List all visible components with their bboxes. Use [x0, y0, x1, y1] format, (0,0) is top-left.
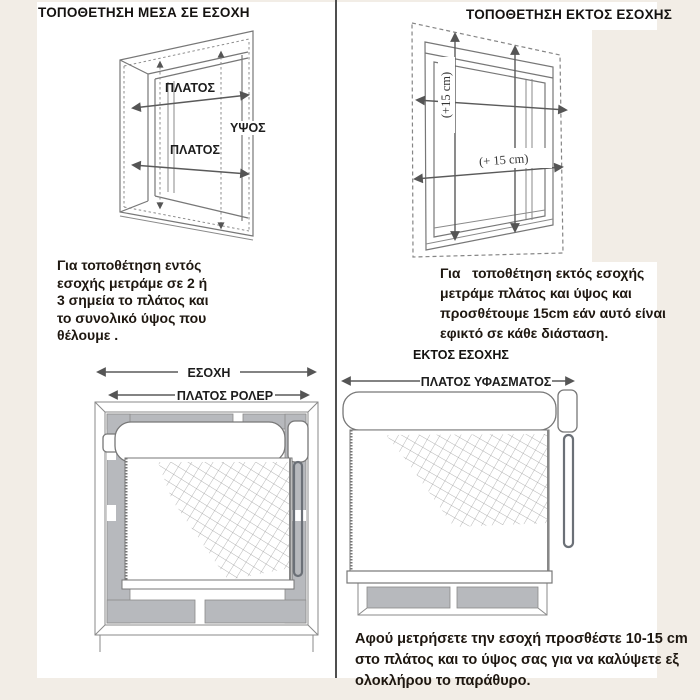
right-bracket	[558, 390, 577, 432]
width-bottom-label: ΠΛΑΤΟΣ	[170, 143, 220, 157]
roller-tube	[115, 422, 285, 462]
width-arrow-top	[133, 95, 248, 108]
subtitle-outside-recess: ΕΚΤΟΣ ΕΣΟΧΗΣ	[413, 348, 509, 362]
caption-line: θέλουμε .	[57, 327, 119, 343]
outside-recess-caption	[440, 263, 666, 343]
recess-notch-2	[107, 505, 116, 521]
inside-recess-caption	[57, 257, 209, 345]
caption-line: μετράμε πλάτος και ύψος και	[440, 285, 632, 301]
window-jamb-lines	[120, 52, 248, 221]
recess-label: ΕΣΟΧΗ	[187, 366, 231, 380]
width-top-label: ΠΛΑΤΟΣ	[165, 81, 215, 95]
fabric-width-label: ΠΛΑΤΟΣ ΥΦΑΣΜΑΤΟΣ	[420, 375, 552, 389]
caption-line: ολοκλήρου το παράθυρο.	[355, 673, 531, 689]
caption-line: 3 σημεία το πλάτος και	[57, 292, 209, 308]
caption-line: Για τοποθέτηση εκτός εσοχής	[440, 265, 645, 281]
pull-chain	[564, 435, 573, 547]
recess-left-block	[367, 587, 450, 608]
outside-recess-window-diagram	[340, 22, 600, 265]
inside-recess-window-diagram	[37, 22, 336, 260]
recess-right-block	[457, 587, 538, 608]
plus-height-label: (+15 cm)	[439, 71, 453, 119]
width-arrow-bottom	[415, 167, 562, 179]
roller-inside-recess-diagram	[60, 350, 335, 662]
recess-bevel-lines	[358, 608, 547, 615]
right-bracket	[288, 421, 308, 462]
roller-width-label: ΠΛΑΤΟΣ ΡΟΛΕΡ	[176, 389, 274, 403]
recess-bottom-left-block	[107, 600, 195, 623]
caption-line: το συνολικό ύψος που	[57, 309, 207, 326]
caption-line: προσθέτουμε 15cm εάν αυτό είναι	[440, 305, 666, 321]
title-inside-recess: ΤΟΠΟΘΕΤΗΣΗ ΜΕΣΑ ΣΕ ΕΣΟΧΗ	[38, 5, 250, 20]
bottom-hem-bar	[347, 571, 552, 583]
title-outside-recess: ΤΟΠΟΘΕΤΗΣΗ ΕΚΤΟΣ ΕΣΟΧΗΣ	[466, 7, 673, 22]
bottom-hem-bar	[122, 580, 294, 589]
plus-width-label: (+ 15 cm)	[478, 151, 529, 169]
roller-tube	[343, 392, 556, 430]
bottom-measuring-caption	[355, 629, 688, 692]
caption-line: εφικτό σε κάθε διάσταση.	[440, 325, 609, 341]
caption-line: στο πλάτος και το ύψος σας για να καλύψετε εξ	[355, 652, 679, 668]
caption-line: εσοχής μετράμε σε 2 ή	[57, 274, 208, 291]
height-label: ΥΨΟΣ	[230, 121, 266, 135]
width-arrow-bottom	[133, 165, 248, 174]
caption-line: Αφού μετρήσετε την εσοχή προσθέστε 10-15 cm	[355, 631, 688, 647]
recess-bottom-right-block	[205, 600, 306, 623]
roller-outside-recess-diagram	[336, 345, 658, 635]
top-right-margin	[592, 30, 700, 262]
caption-line: Για τοποθέτηση εντός	[57, 257, 202, 273]
